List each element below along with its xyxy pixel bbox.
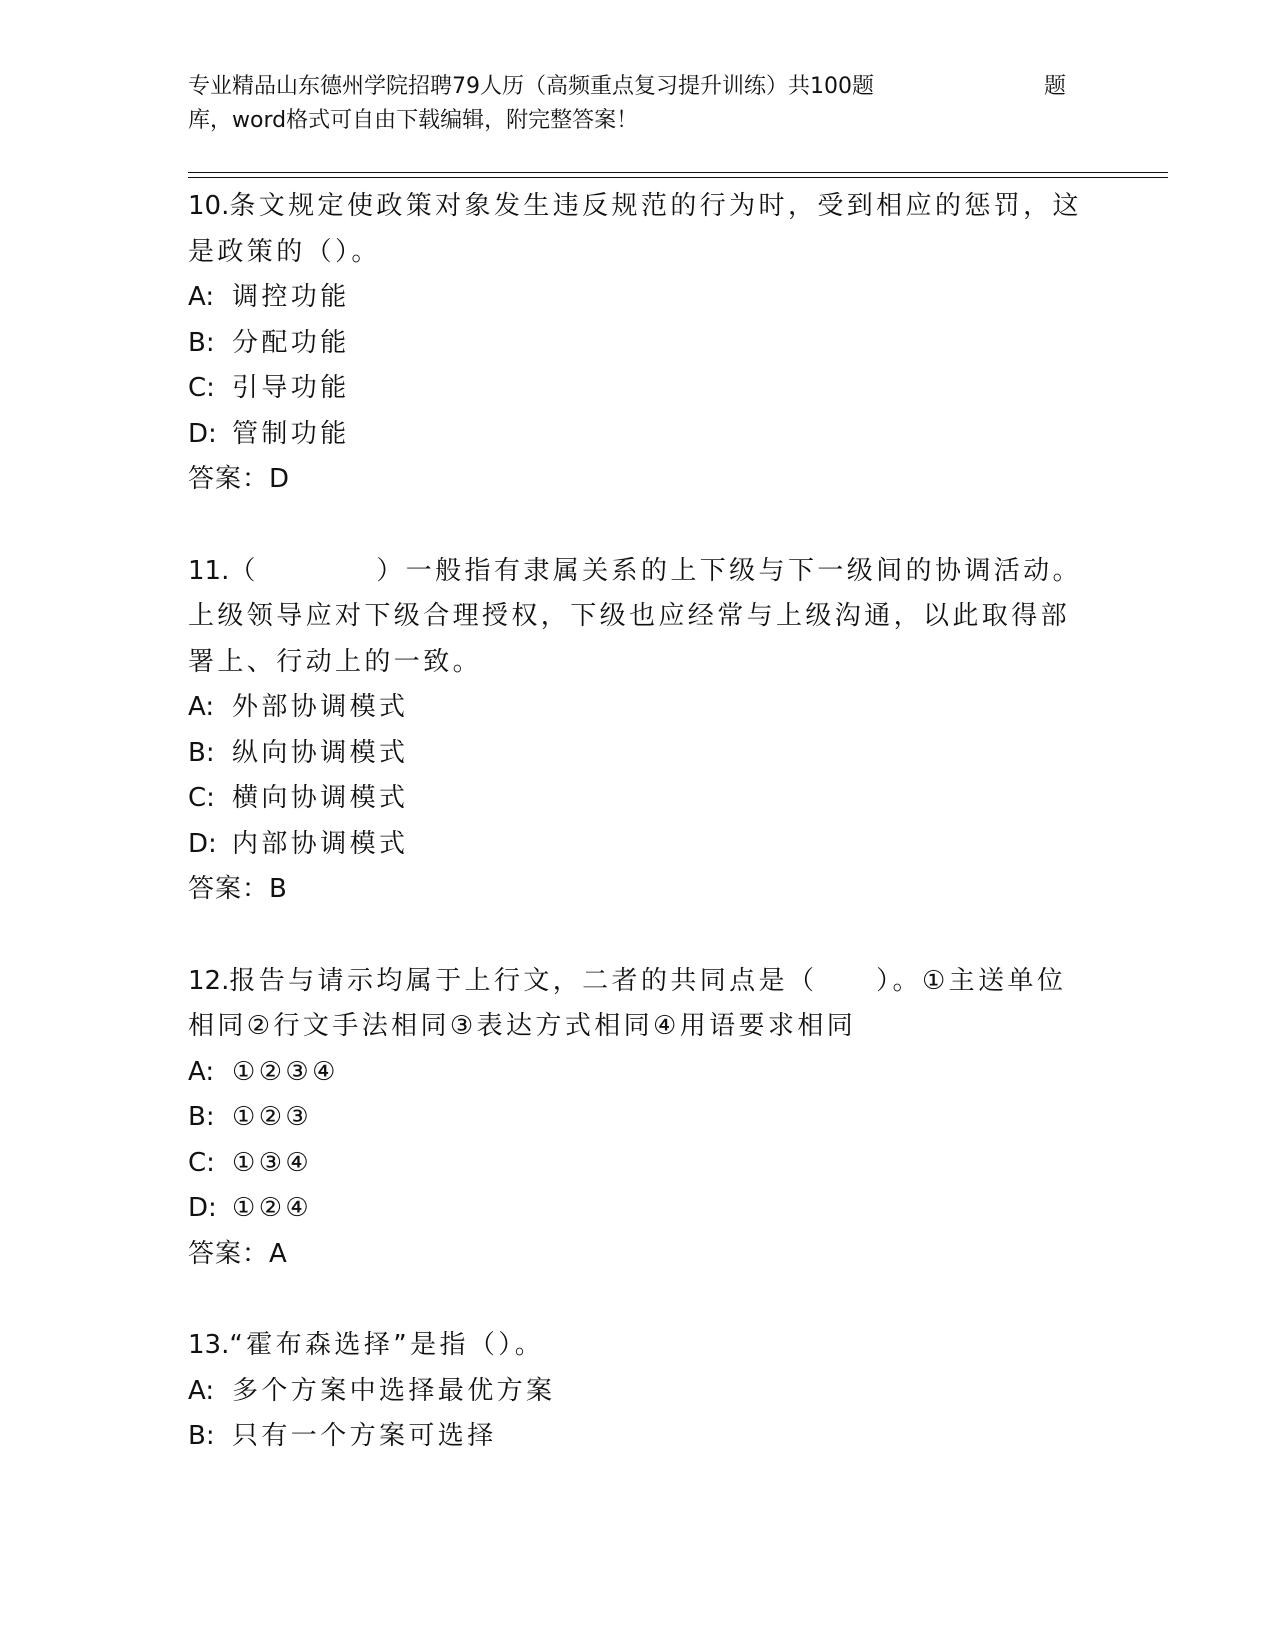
question-stem-text: 相同②行文手法相同③表达方式相同④用语要求相同: [188, 1011, 857, 1041]
answer-option: [188, 1414, 1088, 1460]
option-text: 内部协调模式: [232, 828, 409, 859]
option-letter: B:: [188, 1421, 215, 1451]
question-number: 12.: [188, 965, 230, 996]
option-letter: B:: [188, 1102, 215, 1132]
answer-option: [188, 275, 1088, 321]
answer-key: 答案：B: [188, 874, 288, 904]
option-text: ①③④: [232, 1147, 313, 1178]
option-letter: A:: [188, 1375, 215, 1406]
option-text: 分配功能: [232, 327, 350, 358]
option-letter: A:: [188, 1056, 215, 1087]
header-divider-top: [188, 172, 1168, 173]
question-block: [188, 549, 1088, 913]
question-stem-first-line: [188, 184, 1088, 230]
question-stem-text: 上级领导应对下级合理授权，下级也应经常与上级沟通，以此取得部: [188, 601, 1071, 631]
option-text: 多个方案中选择最优方案: [232, 1375, 556, 1406]
option-text: 纵向协调模式: [232, 737, 409, 768]
document-header: [188, 70, 1088, 138]
option-letter: B:: [188, 737, 215, 768]
answer-option: [188, 1050, 1088, 1096]
answer-option: [188, 731, 1088, 777]
option-text: 调控功能: [232, 282, 350, 312]
option-text: ①②③: [232, 1102, 313, 1132]
option-text: 外部协调模式: [232, 692, 409, 722]
question-stem-line: [188, 1004, 1088, 1050]
option-text: ①②③④: [232, 1056, 339, 1087]
header-divider-bottom: [188, 177, 1168, 178]
question-stem-line: [188, 230, 1088, 276]
option-letter: C:: [188, 373, 215, 403]
question-stem-first-line: [188, 959, 1088, 1005]
option-letter: C:: [188, 783, 215, 813]
answer-option: [188, 1141, 1088, 1187]
question-stem-text: （ ）一般指有隶属关系的上下级与下一级间的协调活动。: [229, 555, 1082, 586]
answer-option: [188, 1186, 1088, 1232]
answer-key: 答案：D: [188, 464, 291, 494]
answer-option: [188, 776, 1088, 822]
question-stem-line: [188, 594, 1088, 640]
option-text: 管制功能: [232, 418, 350, 449]
header-line-1: [188, 70, 1088, 104]
question-number: 13.: [188, 1330, 230, 1360]
question-stem-text: 署上、行动上的一致。: [188, 646, 483, 677]
answer-key: 答案：A: [188, 1238, 288, 1269]
option-letter: C:: [188, 1147, 215, 1178]
answer-option: [188, 1095, 1088, 1141]
option-text: ①②④: [232, 1193, 313, 1223]
question-list: [188, 184, 1088, 1506]
answer-option: [188, 685, 1088, 731]
option-text: 横向协调模式: [232, 783, 409, 813]
answer-option: [188, 366, 1088, 412]
option-text: 引导功能: [232, 373, 350, 403]
question-number: 10.: [188, 191, 230, 221]
question-stem-first-line: [188, 549, 1088, 595]
question-stem-text: “霍布森选择”是指（）。: [229, 1330, 545, 1360]
question-block: [188, 1323, 1088, 1460]
header-text-2: 库，word格式可自由下载编辑，附完整答案！: [188, 108, 639, 133]
question-stem-text: 报告与请示均属于上行文，二者的共同点是（ ）。①主送单位: [229, 965, 1067, 996]
question-stem-text: 是政策的（）。: [188, 236, 381, 267]
answer-option: [188, 822, 1088, 868]
option-letter: D:: [188, 418, 217, 449]
answer-option: [188, 1369, 1088, 1415]
answer-option: [188, 412, 1088, 458]
question-block: [188, 184, 1088, 503]
option-letter: A:: [188, 692, 215, 722]
answer-option: [188, 321, 1088, 367]
header-line-2: [188, 104, 1088, 138]
header-text-1-tail: 题: [1044, 74, 1067, 99]
question-block: [188, 959, 1088, 1278]
option-letter: A:: [188, 282, 215, 312]
header-text-1: 专业精品山东德州学院招聘79人历（高频重点复习提升训练）共100题: [188, 74, 874, 99]
question-stem-text: 条文规定使政策对象发生违反规范的行为时，受到相应的惩罚，这: [229, 191, 1082, 221]
question-stem-first-line: [188, 1323, 1088, 1369]
question-number: 11.: [188, 555, 230, 586]
option-text: 只有一个方案可选择: [232, 1421, 497, 1451]
option-letter: D:: [188, 1193, 217, 1223]
question-stem-line: [188, 640, 1088, 686]
option-letter: B:: [188, 327, 215, 358]
option-letter: D:: [188, 828, 217, 859]
